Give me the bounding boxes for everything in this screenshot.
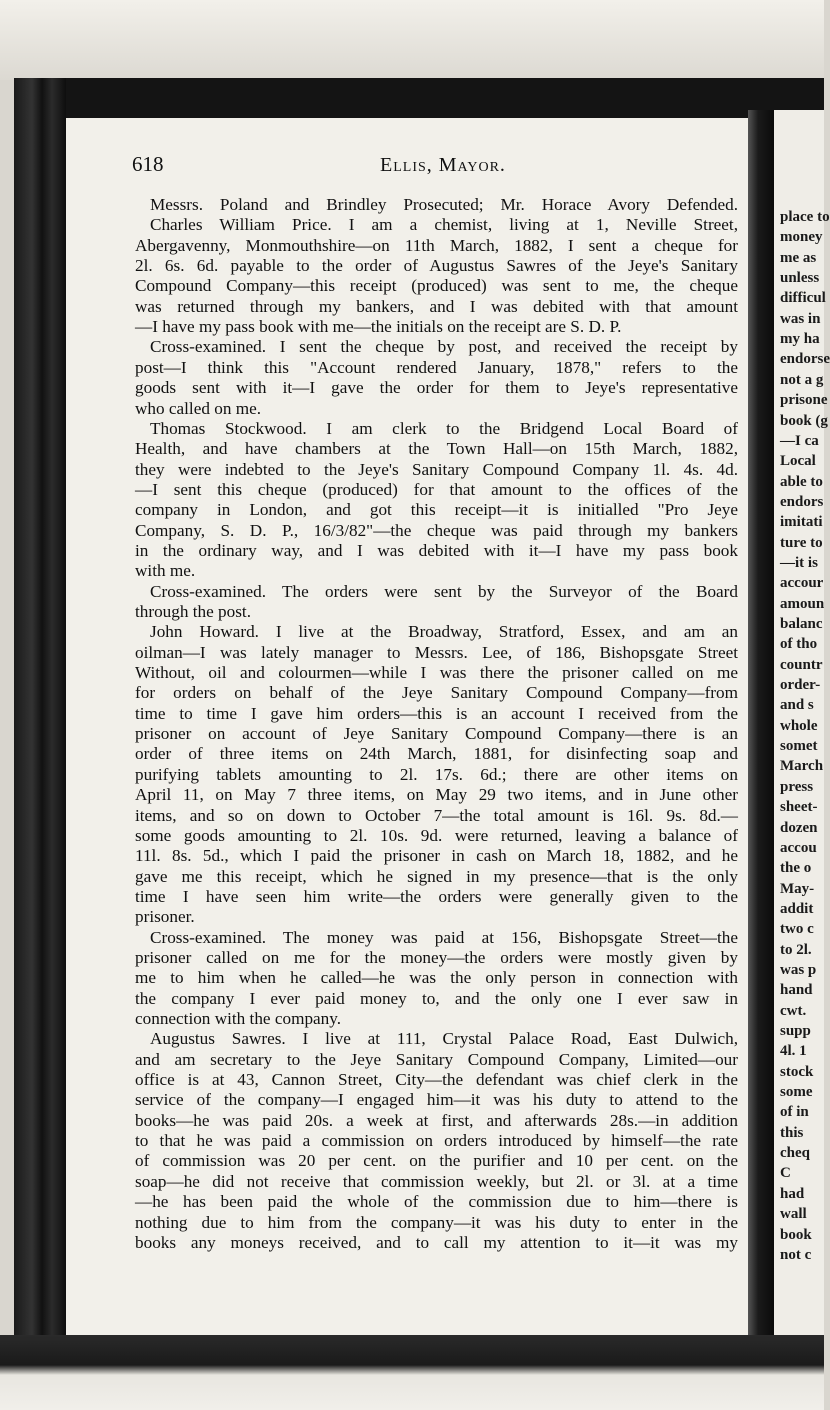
facing-page-fragment: me as bbox=[780, 249, 817, 266]
body-line: gave me this receipt, which he signed in my presence—that is the only bbox=[135, 866, 738, 886]
facing-page-fragment: —it is bbox=[780, 554, 818, 571]
facing-page-fragment: to 2l. bbox=[780, 941, 812, 958]
body-line: Health, and have chambers at the Town Hall—on 15th March, 1882, bbox=[135, 439, 738, 459]
facing-page-fragment: unless bbox=[780, 270, 820, 287]
facing-page-fragment: C bbox=[780, 1165, 791, 1182]
facing-page-fragment: two c bbox=[780, 921, 814, 938]
body-line: Cross-examined. The money was paid at 156, Bishopsgate Street—the bbox=[150, 927, 738, 947]
scan-background-bottom bbox=[0, 1335, 824, 1410]
facing-page-fragment: cwt. bbox=[780, 1002, 807, 1019]
facing-page-fragment: was p bbox=[780, 961, 817, 978]
facing-page-fragment: book bbox=[780, 1226, 812, 1243]
body-line: Cross-examined. The orders were sent by the Surveyor of the Board bbox=[150, 581, 738, 601]
body-line: me to him when he called—he was the only person in connection with bbox=[135, 968, 738, 988]
facing-page-fragment: imitati bbox=[780, 514, 823, 531]
body-line: items, and so on down to October 7—the total amount is 16l. 9s. 8d.— bbox=[135, 805, 738, 825]
body-line: April 11, on May 7 three items, on May 29 two items, and in June other bbox=[135, 785, 738, 805]
body-line: time to time I gave him orders—this is an account I received from the bbox=[135, 703, 738, 723]
body-line: office is at 43, Cannon Street, City—the defendant was chief clerk in the bbox=[135, 1070, 738, 1090]
body-line: Messrs. Poland and Brindley Prosecuted; Mr. Horace Avory Defended. bbox=[150, 195, 738, 214]
book-gutter bbox=[748, 110, 774, 1350]
facing-page-fragment: stock bbox=[780, 1063, 814, 1080]
facing-page-fragment: not c bbox=[780, 1246, 812, 1263]
facing-page-fragment: countr bbox=[780, 656, 823, 673]
body-line: company in London, and got this receipt—it is initialled "Pro Jeye bbox=[135, 500, 738, 520]
facing-page-fragment: the o bbox=[780, 860, 812, 877]
facing-page-fragment: whole bbox=[780, 717, 818, 734]
facing-page-fragment: wall bbox=[780, 1206, 807, 1223]
book-binding-left bbox=[14, 78, 66, 1348]
body-line: books—he was paid 20s. a week at first, and afterwards 28s.—in addition bbox=[135, 1110, 738, 1130]
body-line: goods sent with it—I gave the order for them to Jeye's representative bbox=[135, 378, 738, 398]
facing-page-fragment: order- bbox=[780, 677, 821, 694]
facing-page-fragment: place to bbox=[780, 209, 830, 225]
body-line: time I have seen him write—the orders were generally given to the bbox=[135, 886, 738, 906]
body-line: —I have my pass book with me—the initials on the receipt are S. D. P. bbox=[135, 317, 622, 337]
facing-page-fragment: press bbox=[780, 778, 814, 795]
body-line: John Howard. I live at the Broadway, Stratford, Essex, and am an bbox=[150, 622, 738, 642]
body-line: through the post. bbox=[135, 602, 252, 621]
body-line: books any moneys received, and to call my attention to it—it was my bbox=[135, 1232, 738, 1252]
facing-page-fragment: not a g bbox=[780, 371, 824, 388]
body-line: 2l. 6s. 6d. payable to the order of Augustus Sawres of the Jeye's Sanitary bbox=[135, 256, 738, 276]
facing-page-fragment: some bbox=[780, 1084, 813, 1101]
page-right-facing bbox=[774, 110, 830, 1350]
facing-page-fragment: had bbox=[780, 1185, 805, 1202]
facing-page-fragment: was in bbox=[780, 310, 821, 327]
facing-page-fragment: addit bbox=[780, 900, 814, 917]
body-line: connection with the company. bbox=[135, 1009, 342, 1028]
facing-page-fragment: this bbox=[780, 1124, 804, 1141]
body-line: Abergavenny, Monmouthshire—on 11th March, 1882, I sent a cheque for bbox=[135, 235, 738, 255]
body-line: of commission was 20 per cent. on the purifier and 10 per cent. on the bbox=[135, 1151, 738, 1171]
body-line: 11l. 8s. 5d., which I paid the prisoner in cash on March 18, 1882, and he bbox=[135, 846, 738, 866]
body-line: to that he was paid a commission on orders introduced by himself—the rate bbox=[135, 1131, 738, 1151]
facing-page-fragment: 4l. 1 bbox=[780, 1043, 807, 1060]
facing-page-fragment: Local bbox=[780, 453, 816, 470]
facing-page-fragment: somet bbox=[780, 738, 818, 755]
body-line: Company, S. D. P., 16/3/82"—the cheque was paid through my bankers bbox=[135, 520, 738, 540]
body-line: and am secretary to the Jeye Sanitary Compound Company, Limited—our bbox=[135, 1049, 738, 1069]
body-line: service of the company—I engaged him—it was his duty to attend to the bbox=[135, 1090, 738, 1110]
body-line: with me. bbox=[135, 561, 196, 581]
facing-page-fragment: of in bbox=[780, 1104, 809, 1121]
page-number: 618 bbox=[132, 152, 164, 176]
body-line: soap—he did not receive that commission weekly, but 2l. or 3l. at a time bbox=[135, 1171, 738, 1191]
scan-background-top bbox=[0, 0, 824, 80]
facing-page-fragment: accour bbox=[780, 575, 824, 592]
body-line: the company I ever paid money to, and the only one I ever saw in bbox=[135, 988, 738, 1008]
facing-page-fragment: and s bbox=[780, 697, 814, 714]
facing-page-fragment: hand bbox=[780, 982, 813, 999]
facing-page-fragment: balanc bbox=[780, 616, 823, 632]
body-line: was returned through my bankers, and I was debited with that amount bbox=[135, 296, 738, 316]
body-line: they were indebted to the Jeye's Sanitary Compound Company 1l. 4s. 4d. bbox=[135, 459, 738, 479]
facing-page-fragment: May- bbox=[780, 880, 815, 897]
facing-page-fragment: cheq bbox=[780, 1145, 810, 1162]
body-line: Cross-examined. I sent the cheque by post, and received the receipt by bbox=[150, 337, 738, 357]
facing-page-fragment: difficul bbox=[780, 290, 826, 307]
body-line: Compound Company—this receipt (produced) was sent to me, the cheque bbox=[135, 276, 738, 296]
facing-page-fragment: endorse bbox=[780, 351, 830, 368]
facing-page-fragment: ture to bbox=[780, 534, 823, 551]
facing-page-fragment: book (g bbox=[780, 412, 828, 429]
facing-page-fragment: —I ca bbox=[780, 432, 819, 449]
facing-page-fragment: my ha bbox=[780, 331, 820, 348]
body-line: Without, oil and colourmen—while I was there the prisoner called on me bbox=[135, 663, 738, 683]
body-line: purifying tablets amounting to 2l. 17s. 6d.; there are other items on bbox=[135, 764, 738, 784]
body-line: some goods amounting to 2l. 10s. 9d. were returned, leaving a balance of bbox=[135, 825, 738, 845]
facing-page-fragment: accou bbox=[780, 839, 817, 856]
body-line: Charles William Price. I am a chemist, living at 1, Neville Street, bbox=[150, 215, 738, 235]
body-line: Augustus Sawres. I live at 111, Crystal Palace Road, East Dulwich, bbox=[150, 1029, 738, 1049]
facing-page-fragment: supp bbox=[780, 1023, 811, 1039]
body-line: prisoner on account of Jeye Sanitary Compound Company—there is an bbox=[135, 724, 738, 744]
facing-page-fragment: endors bbox=[780, 493, 824, 510]
facing-page-fragment: dozen bbox=[780, 819, 818, 836]
running-title: Ellis, Mayor. bbox=[380, 154, 506, 176]
facing-page-fragment: able to bbox=[780, 473, 823, 490]
body-line: prisoner called on me for the money—the orders were mostly given by bbox=[135, 947, 738, 967]
facing-page-fragment: sheet- bbox=[780, 799, 818, 816]
body-line: order of three items on 24th March, 1881, for disinfecting soap and bbox=[135, 744, 738, 764]
body-line: post—I think this "Account rendered January, 1878," refers to the bbox=[135, 357, 738, 377]
body-line: Thomas Stockwood. I am clerk to the Bridgend Local Board of bbox=[150, 418, 738, 438]
body-line: prisoner. bbox=[135, 907, 195, 927]
body-line: for orders on behalf of the Jeye Sanitary Compound Company—from bbox=[135, 683, 738, 703]
body-line: oilman—I was lately manager to Messrs. Lee, of 186, Bishopsgate Street bbox=[135, 642, 738, 662]
body-line: —I sent this cheque (produced) for that amount to the offices of the bbox=[135, 479, 738, 499]
facing-page-fragment: prisone bbox=[780, 392, 828, 409]
facing-page-fragment: money bbox=[780, 229, 823, 246]
body-line: who called on me. bbox=[135, 398, 262, 418]
body-line: in the ordinary way, and I was debited with it—I have my pass book bbox=[135, 540, 738, 560]
facing-page-fragment: amoun bbox=[780, 595, 825, 612]
facing-page-fragment: of tho bbox=[780, 636, 818, 653]
body-line: nothing due to him from the company—it was his duty to enter in the bbox=[135, 1212, 738, 1232]
facing-page-fragment: March bbox=[780, 758, 824, 775]
body-line: —he has been paid the whole of the commission due to him—there is bbox=[135, 1192, 738, 1212]
